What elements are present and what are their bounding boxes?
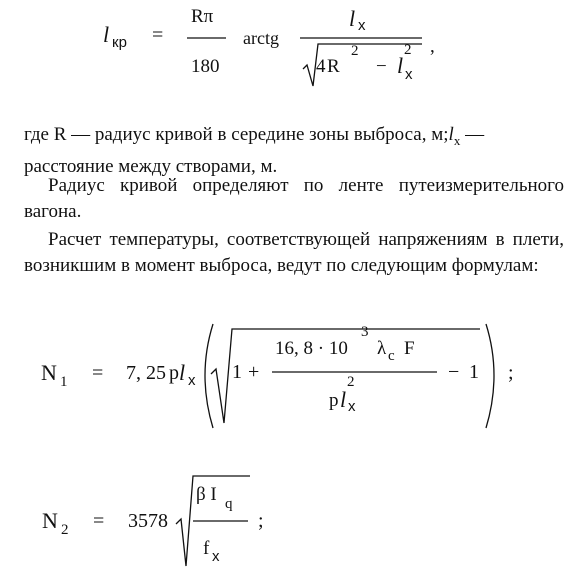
f2-N-sub: 1 bbox=[60, 374, 68, 390]
f2-minus: − bbox=[448, 361, 460, 383]
f1-frac-den: 180 bbox=[191, 56, 220, 77]
p1-text-c: расстояние между створами, м. bbox=[24, 155, 278, 177]
f2-p: p bbox=[169, 362, 179, 384]
f2-num-exp: 3 bbox=[361, 324, 369, 340]
f2-coef: 7, 25 bbox=[126, 362, 166, 384]
paragraph-calculation: Расчет температуры, соответствующей напряжениям в плети, возникшим в момент выброса, ведут по следующим формулам: bbox=[24, 229, 564, 276]
f2-right-paren bbox=[486, 324, 494, 428]
f2-left-paren bbox=[205, 324, 213, 428]
f2-num: 16, 8 · 10 bbox=[275, 338, 348, 359]
f2-lambda: λ bbox=[377, 338, 387, 359]
f2-radical bbox=[211, 329, 480, 423]
f1-frac-num: Rπ bbox=[191, 6, 214, 27]
f3-N: N bbox=[42, 508, 58, 533]
p1-l: l bbox=[448, 124, 454, 145]
f1-rad-l-exp: 2 bbox=[404, 42, 412, 58]
f1-func: arctg bbox=[243, 28, 279, 48]
f2-l-sub: x bbox=[188, 372, 196, 389]
f2-den-l: l bbox=[340, 387, 347, 412]
f1-rad-l: l bbox=[397, 53, 404, 78]
p1-sub: x bbox=[453, 132, 461, 148]
f1-trail: , bbox=[430, 36, 435, 57]
f3-coef: 3578 bbox=[128, 510, 168, 532]
f1-lhs-symbol: l bbox=[103, 22, 110, 47]
f1-rad-R-exp: 2 bbox=[351, 43, 359, 59]
f2-l: l bbox=[179, 360, 186, 385]
f1-lhs-sub: кр bbox=[112, 34, 127, 51]
f1-num-sub: x bbox=[358, 17, 366, 34]
f1-rad-l-sub: x bbox=[405, 66, 413, 83]
f2-eq: = bbox=[92, 362, 104, 384]
p1-text-a: где R — радиус кривой в середине зоны выброса, м; bbox=[24, 124, 449, 145]
f2-trail: ; bbox=[508, 362, 514, 384]
paragraph-radius: Радиус кривой определяют по ленте путеизмерительного вагона. bbox=[24, 175, 564, 222]
f2-den-exp: 2 bbox=[347, 374, 355, 390]
f1-rad-coef: 4 bbox=[316, 56, 326, 77]
f3-num-sub: q bbox=[225, 496, 233, 512]
f2-lambda-sub: c bbox=[388, 348, 395, 364]
f2-minus-one: 1 bbox=[469, 361, 479, 383]
f1-eq: = bbox=[152, 24, 164, 46]
f3-num: β I bbox=[196, 484, 217, 505]
f2-den-p: p bbox=[329, 390, 339, 411]
f3-trail: ; bbox=[258, 510, 264, 532]
f2-den-sub: x bbox=[348, 398, 356, 415]
f3-N-sub: 2 bbox=[61, 522, 69, 538]
f3-den: f bbox=[203, 538, 210, 559]
f3-den-sub: x bbox=[212, 548, 220, 565]
f1-rad-minus: − bbox=[376, 56, 387, 77]
f2-one: 1 bbox=[232, 361, 242, 383]
f1-radical bbox=[303, 44, 422, 86]
f2-plus: + bbox=[248, 361, 260, 383]
f2-F: F bbox=[404, 338, 415, 359]
f1-rad-R: R bbox=[327, 56, 340, 77]
f2-N: N bbox=[41, 360, 57, 385]
p1-text-b: — bbox=[460, 124, 485, 145]
f3-eq: = bbox=[93, 510, 105, 532]
f1-num-symbol: l bbox=[349, 6, 356, 31]
